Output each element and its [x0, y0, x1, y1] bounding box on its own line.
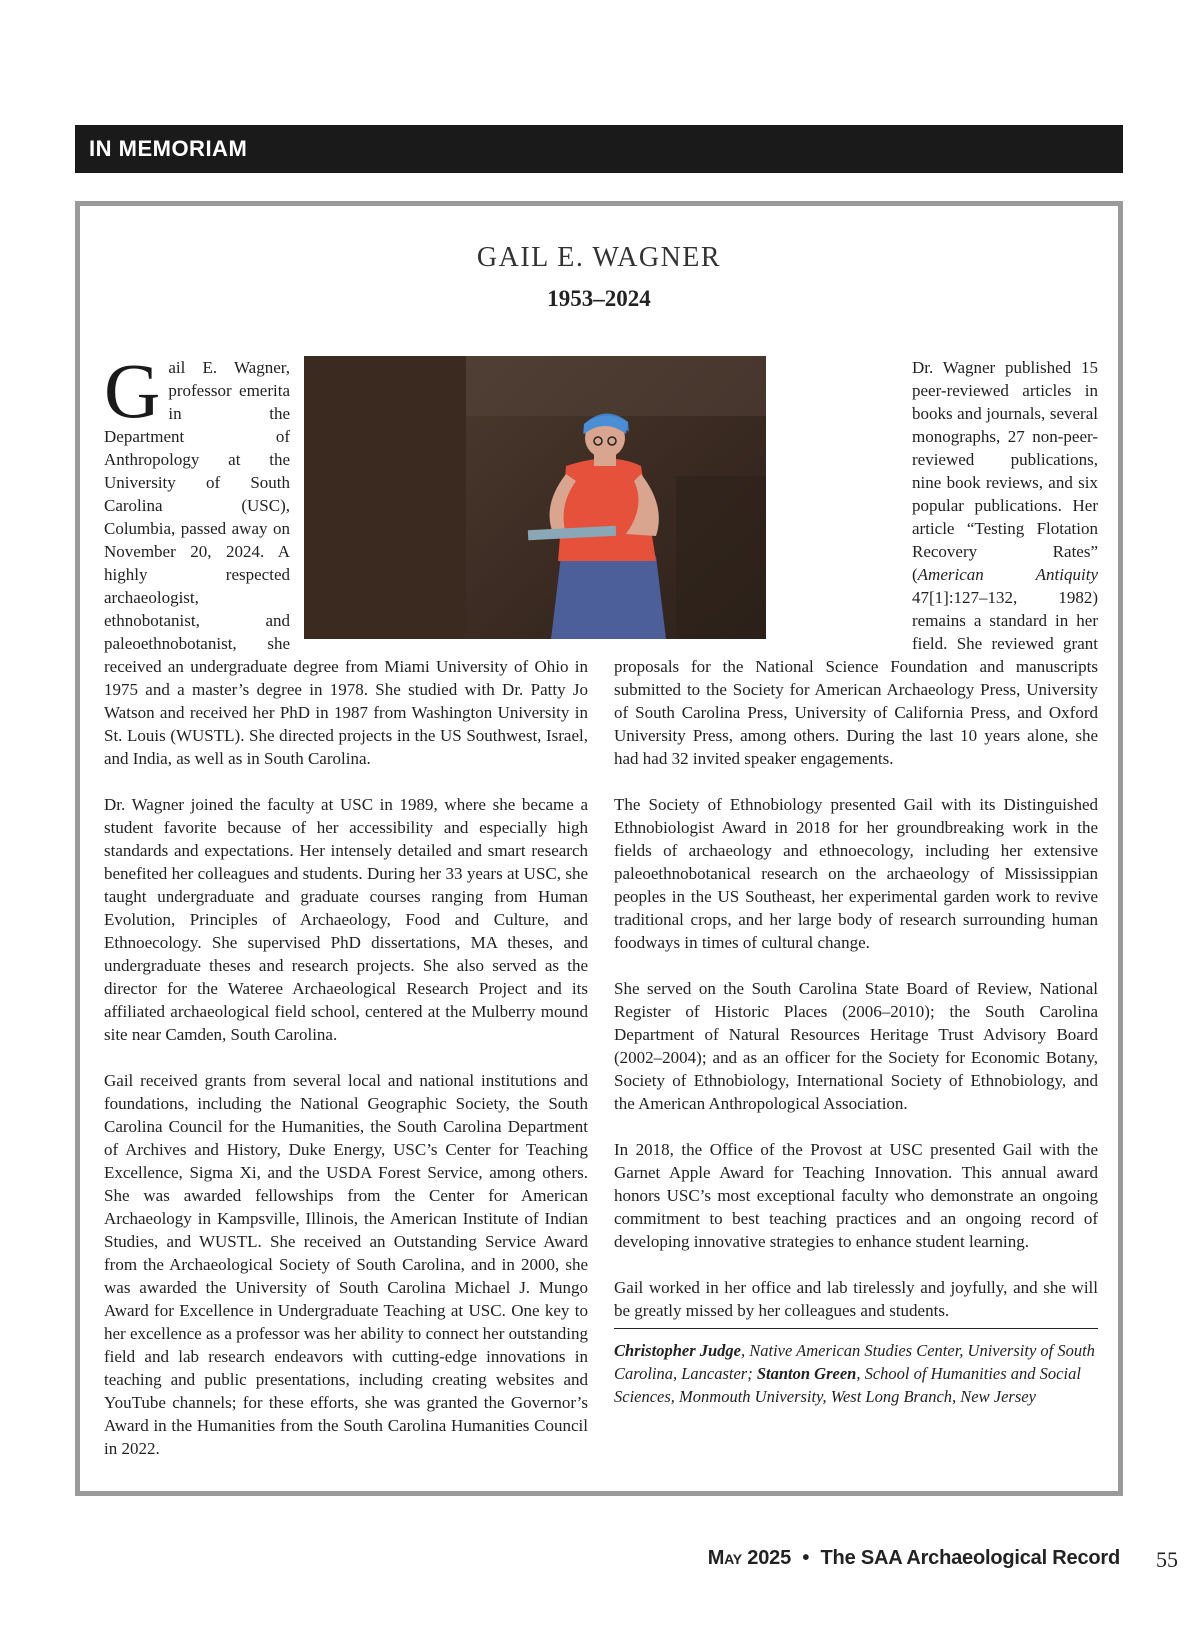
author-name-2: Stanton Green: [756, 1364, 857, 1383]
memoriam-frame: [75, 201, 1123, 1496]
right-paragraph-3: She served on the South Carolina State Board of Review, National Register of Historic Places (2006–2010); the South Carolina Department of Natural Resources Heritage Trust Advisory Board (2002–2004); and as an officer for the Society for Economic Botany, Society of Ethnobiology, International Society of Ethnobiology, and the American Anthropological Association.: [614, 979, 1098, 1113]
footer-bullet: •: [802, 1547, 810, 1569]
right-paragraph-2: The Society of Ethnobiology presented Gail with its Distinguished Ethnobiologist Award in 2018 for her groundbreaking work in the fields of archaeology and ethnoecology, including her extensive paleoethnobotanical research on the archaeology of Mississippian peoples in the US Southeast, her experimental garden work to revive traditional crops, and her large body of research surrounding human foodways in times of cultural change.: [614, 795, 1098, 952]
right-paragraph-4: In 2018, the Office of the Provost at USC presented Gail with the Garnet Apple Award for Teaching Innovation. This annual award honors USC’s most exceptional faculty who demonstrate an ongoing commitment to best teaching practices and an ongoing record of developing innovative strategies to enhance student learning.: [614, 1140, 1098, 1251]
drop-cap: G: [104, 347, 161, 434]
right-paragraph-5: Gail worked in her office and lab tirelessly and joyfully, and she will be greatly missed by her colleagues and students.: [614, 1278, 1098, 1320]
right-paragraph-1: Dr. Wagner published 15 peer-reviewed articles in books and journals, several monographs, 27 non-peer-reviewed publications, nine book reviews, and six popular publications. Her article “Testing Flotation Recovery Rates” (American Antiquity 47[1]:127–132, 1982) remains a standard in her field. She reviewed grant proposals for the National Science Foundation and manuscripts submitted to the Society for American Archaeology Press, University of South Carolina Press, University of California Press, and Oxford University Press, among others. During the last 10 years alone, she had had 32 invited speaker engagements.: [614, 358, 1098, 768]
issue-date: May 2025: [707, 1547, 791, 1569]
left-paragraph-2: Dr. Wagner joined the faculty at USC in 1989, where she became a student favorite because of her accessibility and especially high standards and expectations. Her intensely detailed and smart research benefited her colleagues and students. During her 33 years at USC, she taught undergraduate and graduate courses ranging from Human Evolution, Principles of Archaeology, Food and Culture, and Ethnoecology. She supervised PhD dissertations, MA theses, and undergraduate theses and research projects. She also served as the director for the Wateree Archaeological Research Project and its affiliated archaeological field school, centered at the Mulberry mound site near Camden, South Carolina.: [104, 795, 588, 1044]
author-credit: Christopher Judge, Native American Studies Center, University of South Carolina, Lancaster; Stanton Green, School of Humanities and Social Sciences, Monmouth University, West Long Branch, New Jersey: [614, 1341, 1095, 1406]
publication-name: The SAA Archaeological Record: [820, 1547, 1120, 1569]
obituary-title: GAIL E. WAGNER: [476, 242, 722, 273]
portrait-photo: [466, 356, 766, 639]
journal-title: American Antiquity: [917, 565, 1098, 584]
page-number: 55: [1156, 1547, 1178, 1572]
life-dates: 1953–2024: [547, 286, 651, 311]
author-name-1: Christopher Judge: [614, 1341, 741, 1360]
left-paragraph-3: Gail received grants from several local and national institutions and foundations, including the National Geographic Society, the South Carolina Council for the Humanities, the South Carolina Department of Archives and History, Duke Energy, USC’s Center for Teaching Excellence, Sigma Xi, and the USDA Forest Service, among others. She was awarded fellowships from the Center for American Archaeology in Kampsville, Illinois, the American Institute of Indian Studies, and WUSTL. She received an Outstanding Service Award from the Archaeological Society of South Carolina, and in 2000, she was awarded the University of South Carolina Michael J. Mungo Award for Excellence in Undergraduate Teaching at USC. One key to her excellence as a professor was her ability to connect her outstanding field and lab research endeavors with cutting-edge innovations in teaching and public presentations, including creating websites and YouTube channels; for these efforts, she was granted the Governor’s Award in the Humanities from the South Carolina Humanities Council in 2022.: [104, 1071, 588, 1458]
credit-divider: [614, 1328, 1098, 1329]
left-p1-text: ail E. Wagner, professor emerita in the Department of Anthropology at the University of South Carolina (USC), Columbia, passed away on November 20, 2024. A highly respected archaeologist, ethnobotanist, and paleoethnobotanist, she received an undergraduate degree from Miami University of Ohio in 1975 and a master’s degree in 1978. She studied with Dr. Patty Jo Watson and received her PhD in 1987 from Washington University in St. Louis (WUSTL). She directed projects in the US Southwest, Israel, and India, as well as in South Carolina.: [104, 358, 588, 768]
section-banner: IN MEMORIAM: [75, 125, 1123, 173]
page-footer: [708, 1547, 1120, 1570]
